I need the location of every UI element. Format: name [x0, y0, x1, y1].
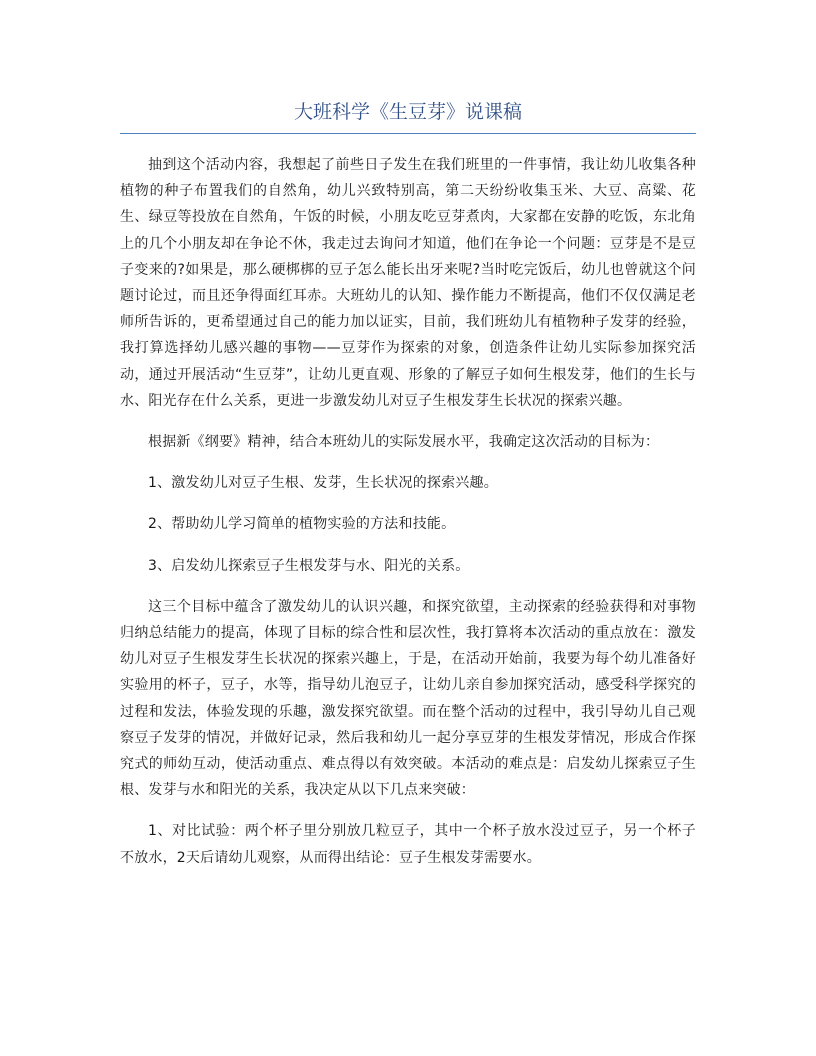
paragraph-goal-3: 3、启发幼儿探索豆子生根发芽与水、阳光的关系。	[148, 557, 470, 574]
paragraph-experiment-1: 1、对比试验：两个杯子里分别放几粒豆子，其中一个杯子放水没过豆子，另一个杯子不放水，2天后请幼儿观察，从而得出结论：豆子生根发芽需要水。	[120, 823, 696, 866]
paragraph-goals-intro: 根据新《纲要》精神，结合本班幼儿的实际发展水平，我确定这次活动的目标为：	[148, 434, 660, 451]
paragraph-key-points: 这三个目标中蕴含了激发幼儿的认识兴趣，和探究欲望，主动探索的经验获得和对事物归纳总结能力的提高，体现了目标的综合性和层次性，我打算将本次活动的重点放在：激发幼儿对豆子生根发芽生长状况的探索兴趣上，于是，在活动开始前，我要为每个幼儿准备好实验用的杯子，豆子，水等，指导幼儿泡豆子，让幼儿亲自参加探究活动，感受科学探究的过程和发法，体验发现的乐趣，激发探究欲望。而在整个活动的过程中，我引导幼儿自己观察豆子发芽的情况，并做好记录，然后我和幼儿一起分享豆芽的生根发芽情况，形成合作探究式的师幼互动，使活动重点、难点得以有效突破。本活动的难点是：启发幼儿探索豆子生根、发芽与水和阳光的关系，我决定从以下几点来突破：	[120, 598, 696, 799]
paragraph-goal-2: 2、帮助幼儿学习简单的植物实验的方法和技能。	[148, 516, 456, 533]
title-underline	[120, 133, 696, 134]
document-page	[120, 96, 696, 871]
document-title: 大班科学《生豆芽》说课稿	[293, 101, 522, 123]
paragraph-intro: 抽到这个活动内容，我想起了前些日子发生在我们班里的一件事情，我让幼儿收集各种植物的种子布置我们的自然角，幼儿兴致特别高，第二天纷纷收集玉米、大豆、高粱、花生、绿豆等投放在自然角，午饭的时候，小朋友吃豆芽煮肉，大家都在安静的吃饭，东北角上的几个小朋友却在争论不休，我走过去询问才知道，他们在争论一个问题：豆芽是不是豆子变来的?如果是，那么硬梆梆的豆子怎么能长出牙来呢?当时吃完饭后，幼儿也曾就这个问题讨论过，而且还争得面红耳赤。大班幼儿的认知、操作能力不断提高，他们不仅仅满足老师所告诉的，更希望通过自己的能力加以证实，目前，我们班幼儿有植物种子发芽的经验，我打算选择幼儿感兴趣的事物——豆芽作为探索的对象，创造条件让幼儿实际参加探究活动，通过开展活动“生豆芽”，让幼儿更直观、形象的了解豆子如何生根发芽，他们的生长与水、阳光存在什么关系，更进一步激发幼儿对豆子生根发芽生长状况的探索兴趣。	[120, 157, 696, 409]
paragraph-goal-1: 1、激发幼儿对豆子生根、发芽，生长状况的探索兴趣。	[148, 475, 498, 492]
